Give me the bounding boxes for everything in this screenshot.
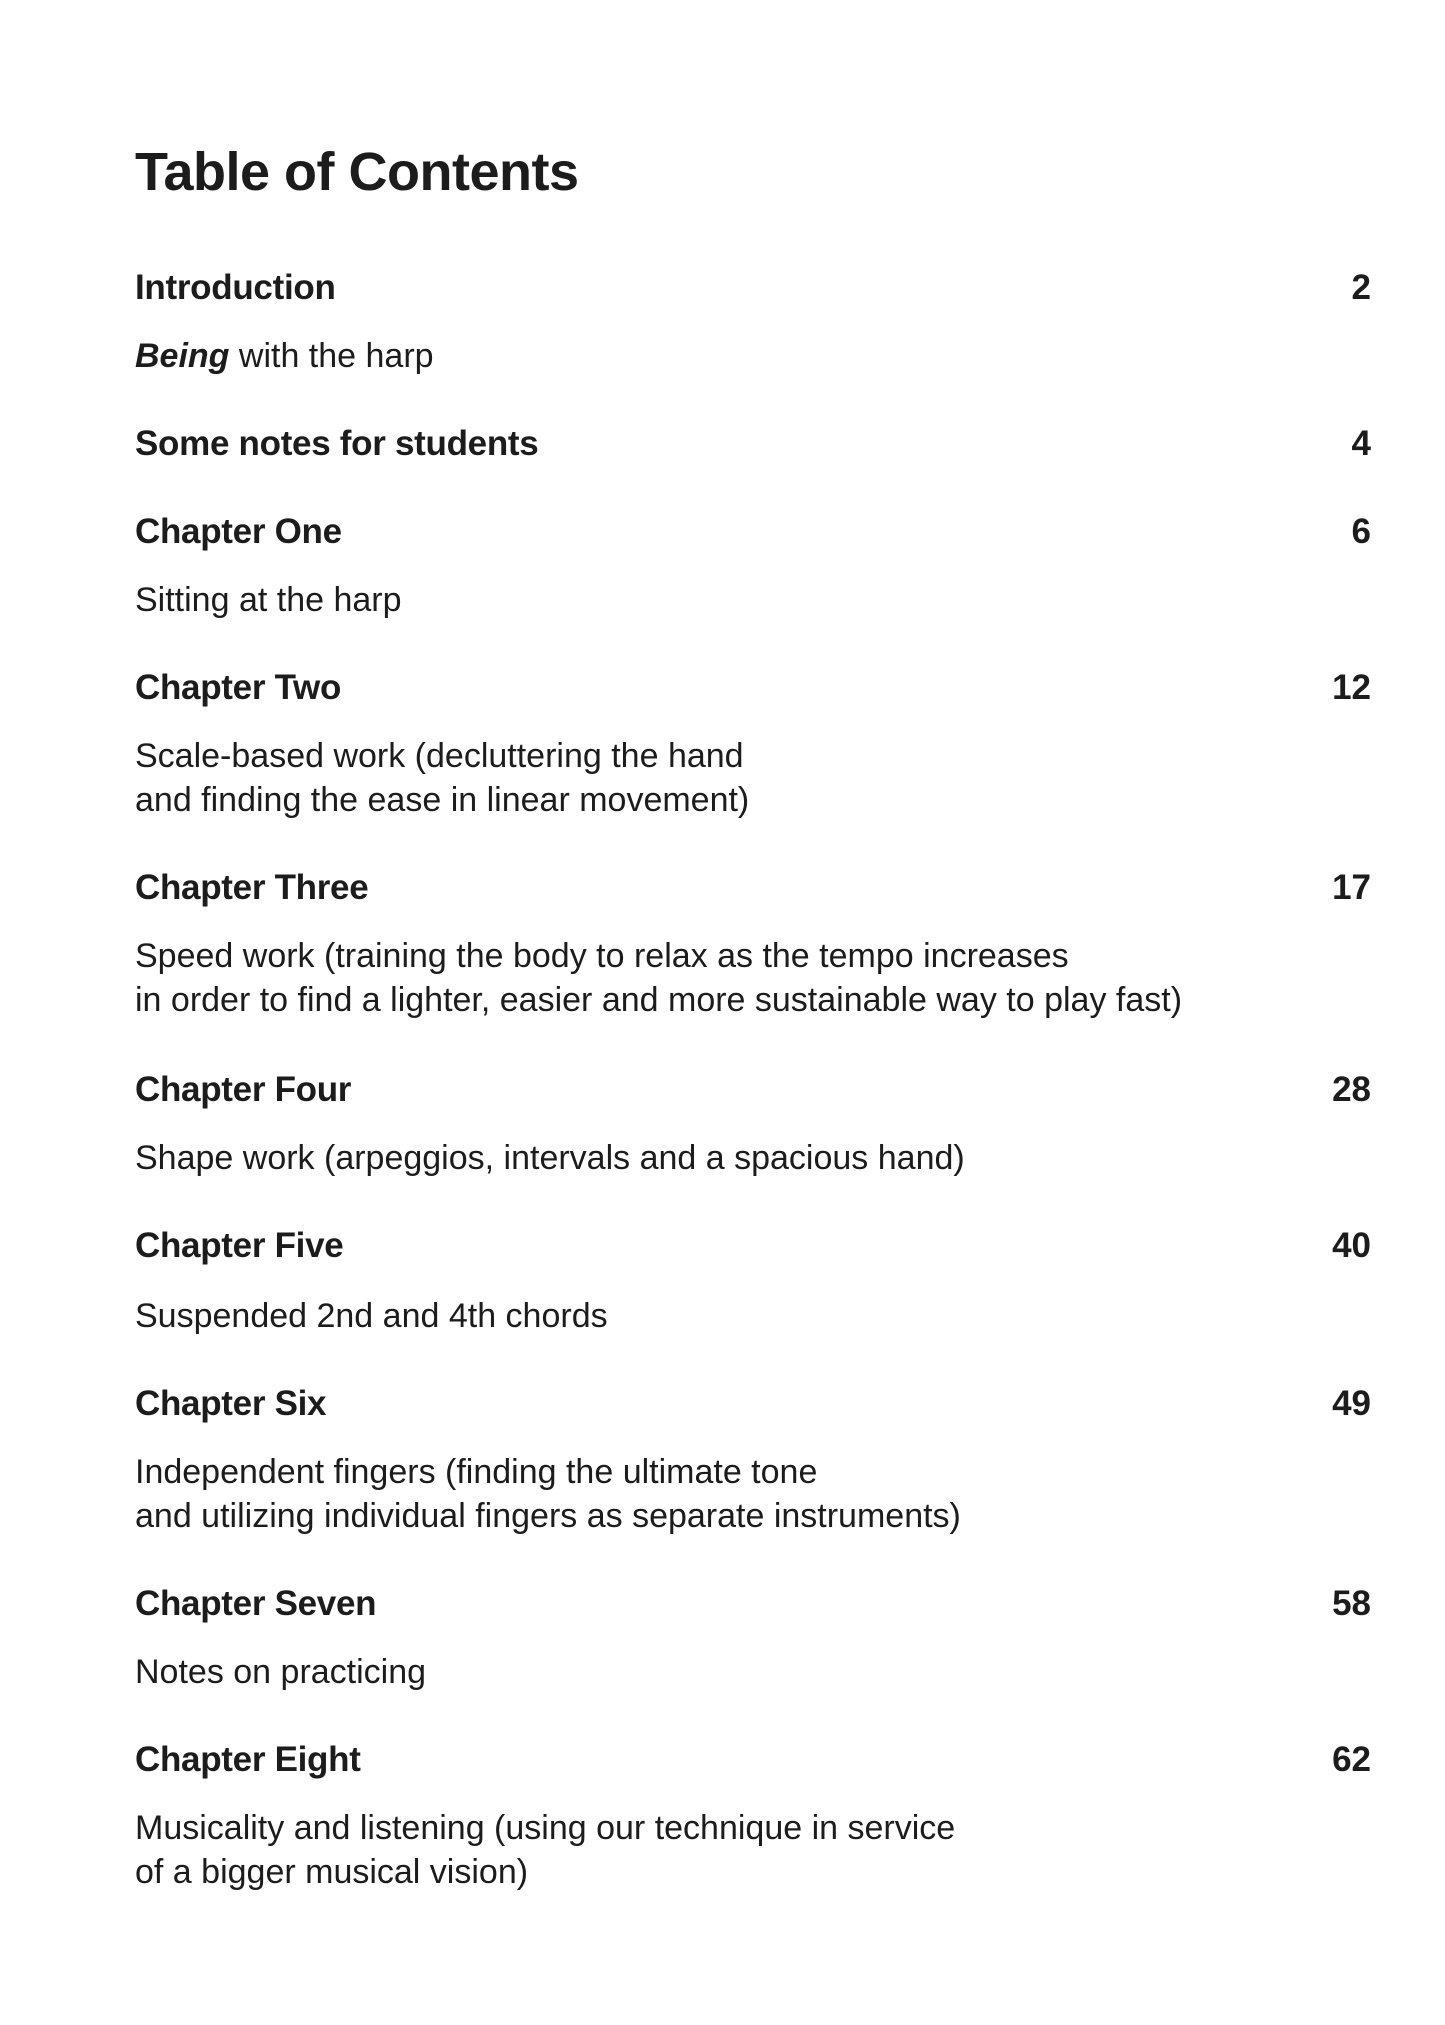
entry-title: Chapter Three xyxy=(135,868,369,907)
entry-subtitle-line: Shape work (arpeggios, intervals and a spacious hand) xyxy=(135,1139,965,1177)
entry-subtitle-line: Scale-based work (decluttering the hand xyxy=(135,737,744,775)
entry-page-number: 6 xyxy=(1351,512,1371,551)
entry-subtitle xyxy=(135,934,1315,1022)
entry-title: Chapter Seven xyxy=(135,1584,377,1623)
entry-page-number: 58 xyxy=(1332,1584,1371,1623)
entry-subtitle xyxy=(135,1650,1315,1694)
entry-subtitle-line: Independent fingers (finding the ultimate tone xyxy=(135,1453,818,1491)
entry-subtitle-text: with the harp xyxy=(229,337,434,375)
entry-subtitle xyxy=(135,578,1315,622)
entry-subtitle-line: in order to find a lighter, easier and more sustainable way to play fast) xyxy=(135,981,1183,1019)
toc-entry-notes-for-students xyxy=(135,422,1371,466)
entry-subtitle-line: and utilizing individual fingers as separate instruments) xyxy=(135,1497,961,1535)
page-title: Table of Contents xyxy=(135,142,579,202)
entry-title: Chapter One xyxy=(135,512,342,551)
toc-entry-chapter-two xyxy=(135,666,1371,710)
toc-entry-introduction xyxy=(135,266,1371,310)
entry-title: Chapter Eight xyxy=(135,1740,361,1779)
entry-subtitle-line: Notes on practicing xyxy=(135,1653,427,1691)
entry-subtitle-line: and finding the ease in linear movement) xyxy=(135,781,750,819)
entry-subtitle-line: Speed work (training the body to relax as the tempo increases xyxy=(135,937,1069,975)
entry-page-number: 12 xyxy=(1332,668,1371,707)
entry-subtitle-line: Musicality and listening (using our technique in service xyxy=(135,1809,956,1847)
entry-subtitle-line: of a bigger musical vision) xyxy=(135,1853,529,1891)
entry-page-number: 2 xyxy=(1351,268,1371,307)
entry-title: Chapter Five xyxy=(135,1226,344,1265)
entry-subtitle-line: Sitting at the harp xyxy=(135,581,402,619)
entry-subtitle xyxy=(135,1136,1315,1180)
entry-title: Chapter Two xyxy=(135,668,342,707)
entry-page-number: 4 xyxy=(1351,424,1371,463)
entry-title: Chapter Six xyxy=(135,1384,327,1423)
entry-subtitle xyxy=(135,1294,1315,1338)
entry-title: Some notes for students xyxy=(135,424,539,463)
entry-page-number: 17 xyxy=(1332,868,1371,907)
toc-entry-chapter-one xyxy=(135,510,1371,554)
toc-entry-chapter-four xyxy=(135,1068,1371,1112)
entry-subtitle xyxy=(135,1806,1315,1894)
entry-subtitle xyxy=(135,334,1315,378)
toc-entry-chapter-eight xyxy=(135,1738,1371,1782)
entry-title: Introduction xyxy=(135,268,336,307)
entry-subtitle-emphasis: Being xyxy=(135,337,230,375)
entry-title: Chapter Four xyxy=(135,1070,352,1109)
entry-page-number: 40 xyxy=(1332,1226,1371,1265)
entry-page-number: 28 xyxy=(1332,1070,1371,1109)
entry-subtitle xyxy=(135,734,1315,822)
entry-page-number: 49 xyxy=(1332,1384,1371,1423)
toc-entry-chapter-six xyxy=(135,1382,1371,1426)
entry-subtitle-line: Suspended 2nd and 4th chords xyxy=(135,1297,608,1335)
toc-entry-chapter-five xyxy=(135,1224,1371,1268)
toc-entry-chapter-three xyxy=(135,866,1371,910)
entry-page-number: 62 xyxy=(1332,1740,1371,1779)
toc-entry-chapter-seven xyxy=(135,1582,1371,1626)
entry-subtitle xyxy=(135,1450,1315,1538)
